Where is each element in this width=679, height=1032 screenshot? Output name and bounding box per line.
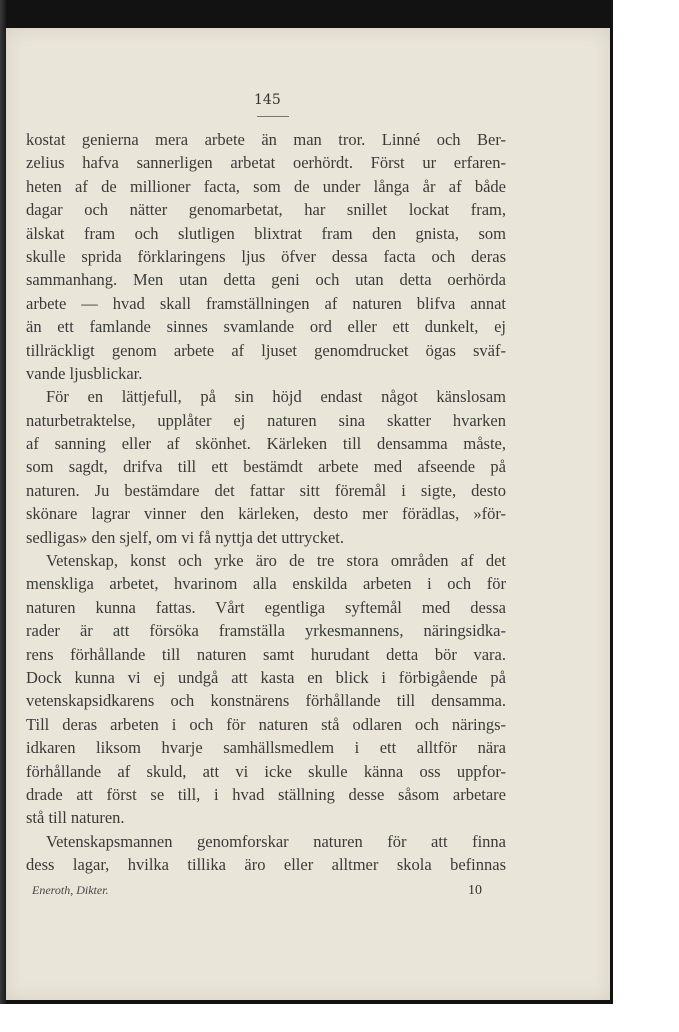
- text-line: naturen kunna fattas. Vårt egentliga syftemål med dessa: [26, 597, 506, 617]
- text-line: naturen. Ju bestämdare det fattar sitt föremål i sigte, desto: [26, 480, 506, 500]
- body-text: [26, 128, 506, 877]
- text-line: skulle sprida förklaringens ljus öfver dessa facta och deras: [26, 246, 506, 266]
- text-line: För en lättjefull, på sin höjd endast något känslosam: [46, 387, 506, 407]
- text-line: Vetenskapsmannen genomforskar naturen för att finna: [46, 831, 506, 851]
- text-line: idkaren liksom hvarje samhällsmedlem i ett alltför nära: [26, 738, 506, 758]
- text-line: älskat fram och slutligen blixtrat fram den gnista, som: [26, 223, 506, 243]
- footer-signature: Eneroth, Dikter.: [32, 883, 109, 897]
- text-line: tillräckligt genom arbete af ljuset genomdrucket ögas sväf-: [26, 340, 506, 360]
- text-line: stå till naturen.: [26, 808, 125, 828]
- text-line: heten af de millioner facta, som de under långa år af både: [26, 176, 506, 196]
- text-line: sedligas» den sjelf, om vi få nyttja det uttrycket.: [26, 527, 345, 547]
- book-page: [6, 28, 610, 1000]
- text-line: förhållande af skuld, att vi icke skulle känna oss uppfor-: [26, 761, 506, 781]
- text-line: Till deras arbeten i och för naturen stå odlaren och närings-: [26, 714, 506, 734]
- text-line: skönare lagrar vinner den kärleken, desto mer förädlas, »för-: [26, 504, 506, 524]
- text-line: Vetenskap, konst och yrke äro de tre stora områden af det: [46, 551, 506, 571]
- page-footer: [32, 883, 482, 903]
- text-line: menskliga arbetet, hvarinom alla enskilda arbeten i och för: [26, 574, 506, 594]
- footer-sheet-number: 10: [468, 883, 482, 898]
- text-line: som sagdt, drifva till ett bestämdt arbete med afseende på: [26, 457, 506, 477]
- page-number: 145: [254, 92, 281, 108]
- text-line: arbete — hvad skall framställningen af naturen blifva annat: [26, 293, 506, 313]
- text-line: dagar och nätter genomarbetat, har snillet lockat fram,: [26, 200, 506, 220]
- text-line: dess lagar, hvilka tillika äro eller alltmer skola befinnas: [26, 855, 506, 875]
- page-number-rule: [257, 116, 289, 117]
- text-line: drade att först se till, i hvad ställning desse såsom arbetare: [26, 784, 506, 804]
- text-line: naturbetraktelse, upplåter ej naturen sina skatter hvarken: [26, 410, 506, 430]
- text-line: än ett famlande sinnes svamlande ord eller ett dunkelt, ej: [26, 317, 506, 337]
- text-line: af sanning eller af skönhet. Kärleken till densamma måste,: [26, 434, 506, 454]
- text-line: sammanhang. Men utan detta geni och utan detta oerhörda: [26, 270, 506, 290]
- text-line: rader är att försöka framställa yrkesmannens, näringsidka-: [26, 621, 506, 641]
- text-line: rens förhållande till naturen samt hurudant detta bör vara.: [26, 644, 506, 664]
- text-line: vetenskapsidkarens och konstnärens förhållande till densamma.: [26, 691, 506, 711]
- text-line: kostat genierna mera arbete än man tror. Linné och Ber-: [26, 130, 506, 149]
- text-line: Dock kunna vi ej undgå att kasta en blick i förbigående på: [26, 667, 506, 687]
- text-line: vande ljusblickar.: [26, 363, 143, 383]
- text-line: zelius hafva sannerligen arbetat oerhördt. Först ur erfaren-: [26, 153, 506, 173]
